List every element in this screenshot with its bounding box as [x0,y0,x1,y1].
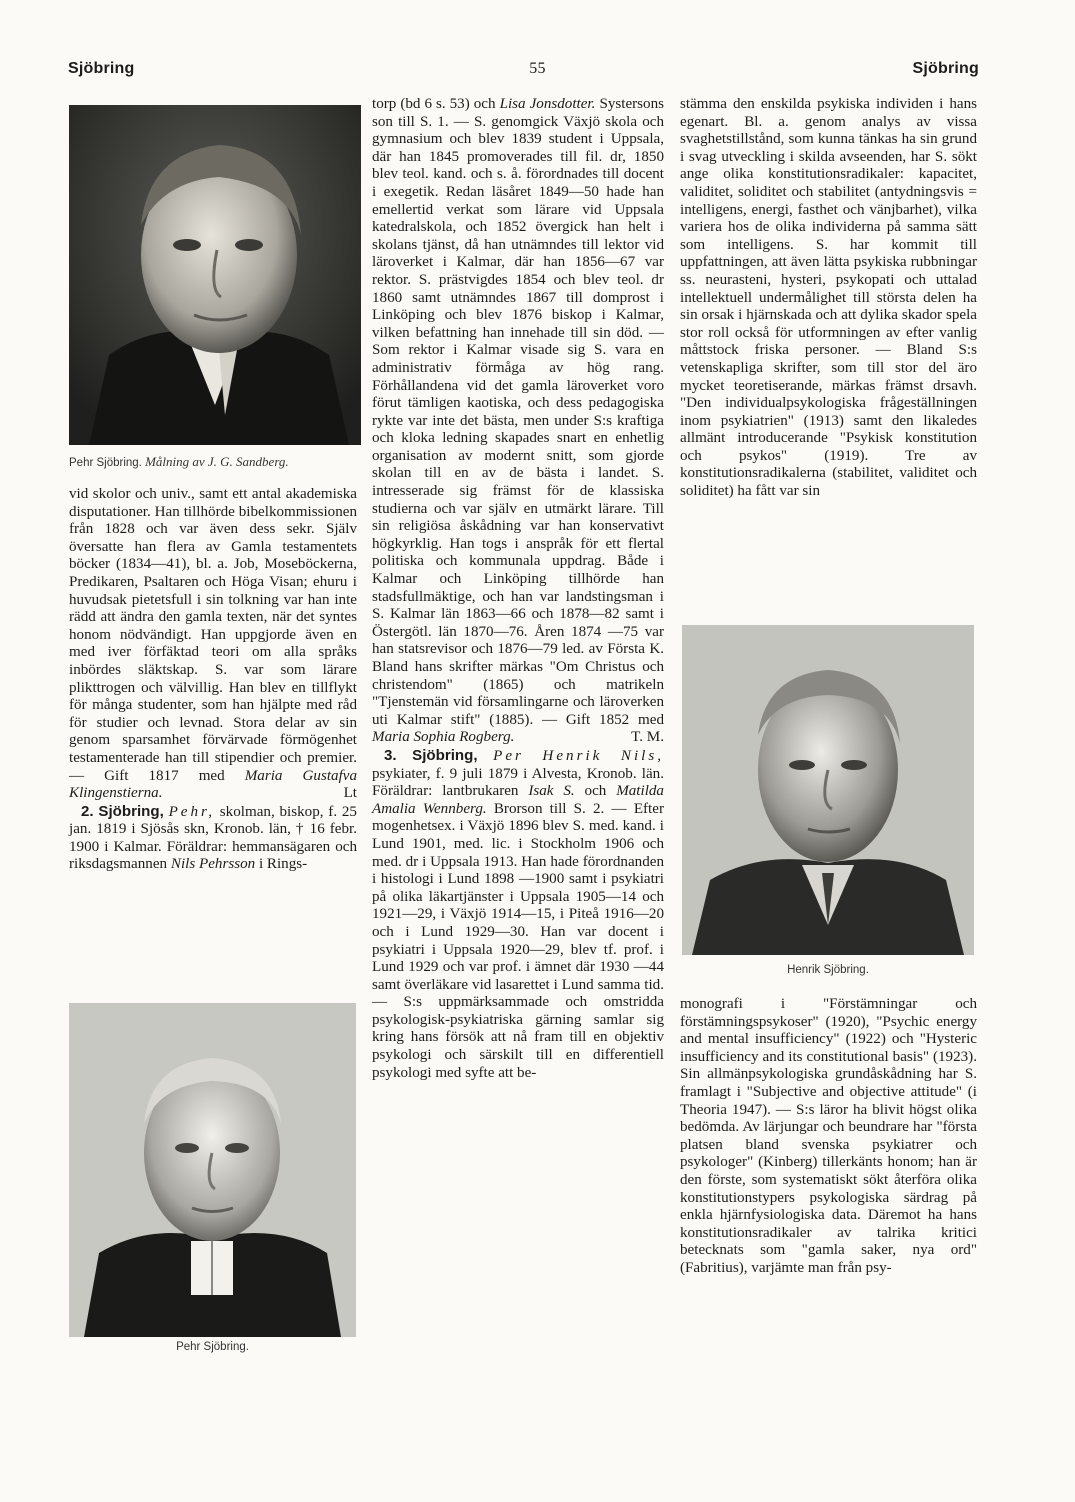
column-2 [372,96,664,1082]
entry-3-number: 3. [384,746,397,764]
entry-2-text-b: i Rings- [258,856,308,873]
entry-3-mother: Matilda Amalia Wennberg. [372,783,664,817]
running-head-right: Sjöbring [912,60,979,77]
col2-wife-name: Maria Sophia Rogberg. [372,729,515,746]
page-number: 55 [529,60,546,77]
entry-2 [69,803,357,874]
caption-name: Pehr Sjöbring. [69,457,142,469]
entry-3-surname: Sjöbring, [412,746,478,764]
entry-2-surname: Sjöbring, [98,802,164,820]
entry-2-given-name: Pehr, [168,803,216,820]
col2-text-b: Systersons son till S. 1. — S. genomgick Växjö skola och gymnasium och blev 1839 student i Uppsala, där han 1845 promoverades till fil. dr, 1850 blev teol. kand. och s. å. förordnades till docent i exegetik. Redan läsåret 1849—50 hade han emellertid verkat som lärare vid Uppsala katedralskola, och 1852 övergick han helt i skolans tjänst, då han utnämndes till lektor vid läroverket i Kalmar, där han 1856—67 var rektor. S. prästvigdes 1854 och blev teol. dr 1860 samt utnämndes 1867 till domprost i Linköping och blev 1876 biskop i Kalmar, vilken befattning han innehade till sin död. — Som rektor i Kalmar visade sig S. vara en administrativ förmåga av hög rang. Förhållandena vid det gamla läroverket voro förut tämligen kaotiska, och dess pedagogiska rykte var inte det bästa, men under S:s kraftiga och kloka ledning skapades snart en enhetlig organisation av modernt snitt, som gjorde skolan till en av de bästa i landet. S. intresserade sig främst för de klassiska studierna och var själv en utmärkt lärare. Till sin religiösa åskådning var han konservativt högkyrklig. Han togs i anspråk för ett flertal politiska och kommunala uppdrag. Både i Kalmar och Linköping tillhörde han stadsfullmäktige, och han var landstingsman i S. Kalmar län 1863—66 och 1878—82 samt i Östergötl. län 1870—76. Åren 1874 —75 var han statsrevisor och 1876—79 led. av Första K. Bland hans skrifter märkas "Om Christus och christendom" (1865) och matrikeln "Tjenstemän vid församlingarne och läroverken uti Kalmar stift" (1885). — Gift 1852 med [372,96,665,728]
signature-tm: T. M. [631,729,664,746]
entry-3-father: Isak S. [528,783,575,800]
signature-lt: Lt [343,785,357,802]
portrait-photo-henrik-sjobring [682,625,974,955]
col1-wife-name: Maria Gustafva Klingenstierna. [69,767,358,802]
col3-text: stämma den enskilda psykiska individen i hans egenart. Bl. a. genom analys av vissa svaghetstillstånd, som kunna tänkas ha sin grund i svag utveckling i skilda avseenden, har S. sökt ange olika konstitutionsradikaler: kapacitet, validitet, soliditet och stabilitet (antydningsvis = intelligens, energi, fasthet och vänjbarhet), vilka variera hos de olika individerna på samma sätt som intelligens. S. har kommit till uppfattningen, att även lätta psykiska rubbningar ss. neurasteni, hysteri, psykopati och uttalad intellektuell undermålighet till största delen ha sin orsak i hjärnskada och att dylika skador spela stor roll också för utformningen av efter vanlig måttstock friska personer. — Bland S:s vetenskapliga skrifter, som till stor del äro mycket teoretiserande, märkas främst drsavh. "Den individualpsykologiska frågeställningen inom psykiatrien" (1913) samt den likaledes allmänt introducerande "Psykisk konstitution och psykos" (1919). Tre av konstitutionsradikalerna (stabilitet, validitet och soliditet) ha fått var sin [680,96,977,500]
entry-3-text-b: Brorson till S. 2. — Efter mogenhetsex. i Växjö 1896 blev S. med. kand. i Lund 1901, med. lic. i Stockholm 1906 och med. dr i Uppsala 1913. Han hade förordnanden i histologi i Lund 1898 —1900 samt i psykiatri på olika läkartjänster i Uppsala 1905—14 och 1921—29, i Växjö 1914—15, i Piteå 1916—20 och i Lund 1929—30. Han var docent i psykiatri i Uppsala 1920—29, blev tf. prof. i Lund 1929 och var prof. i ämnet där 1930 —44 samt överläkare vid lasarettet i Lund samma tid. — S:s uppmärksammade och omstridda psykologisk-psykiatriska gärning samlar sig kring hans försök att nå fram till en objektiv psykologi och särskilt till en differentiell psykologi med syfte att be- [372,800,664,1081]
column-3-top [680,96,977,501]
caption-credit: Målning av J. G. Sandberg. [145,454,289,469]
entry-2-number: 2. [81,802,94,820]
col1-text: vid skolor och univ., samt ett antal akademiska disputationer. Han tillhörde bibelkommissionen från 1828 och var även dess sekr. Själv översatte han flera av Gamla testamentets böcker (1834—41), bl. a. Job, Moseböckerna, Predikaren, Psaltaren och Höga Visan; ehuru i huvudsak pietetsfull i sin tolkning var han inte rädd att ändra den gamla texten, när det syntes honom nödvändigt. Han uppgjorde även en med iver förfäktad teori om alla språks inbördes släktskap. S. var som lärare plikttrogen och välvillig. Han blev en tillflykt för många studenter, som han hjälpte med råd för studier och levnad. Stora delar av sin genom sparsamhet förvärvade förmögenhet testamenterade han till stipendier och premier. — Gift 1817 med [69,486,357,784]
column-3-bottom [680,996,977,1278]
entry-3-given-name: Per Henrik Nils, [493,747,664,764]
portrait-painting-pehr-sjobring [69,105,361,445]
col2-mother-name: Lisa Jonsdotter. [499,96,596,112]
col3b-text: monografi i "Förstämningar och förstämningspsykoser" (1920), "Psychic energy and mental insufficiency" (1922) och "Hysteric insufficiency and its constitutional basis" (1923). Sin allmänpsykologiska grundåskådning har S. framlagt i "Subjective and objective attitude" (i Theoria 1947). — S:s läror ha blivit högst olika bedömda. Av lärjungar och beundrare har "första platsen bland svenska psykiatrer och psykologer" (Kinberg) tillerkänts honom; han är den förste, som systematiskt sökt återföra olika konstitutionstypers psykologiska särdrag på enkla hjärnfysiologiska data. Däremot ha hans konstitutionsradikaler av talrika kritici betecknats som "gamla saker, nya ord" (Fabritius), varjämte man från psy- [680,996,977,1276]
column-1 [69,486,357,874]
entry-3-text-a: psykiater, f. 9 juli 1879 i Alvesta, Kronob. län. Föräldrar: lantbrukaren [372,765,664,800]
portrait-1-caption [69,454,361,470]
col2-text-a: torp (bd 6 s. 53) och [372,96,496,112]
entry-2-text-a: skolman, biskop, f. 25 jan. 1819 i Sjösås skn, Kronob. län, † 16 febr. 1900 i Kalmar. Föräldrar: hemmansägaren och riksdagsmannen [69,803,357,873]
entry-3-and: och [584,783,607,800]
portrait-photo-pehr-sjobring [69,1003,356,1337]
entry-3 [372,747,664,1082]
portrait-2-caption: Pehr Sjöbring. [176,1341,249,1353]
entry-2-father: Nils Pehrsson [170,856,256,873]
running-head-left: Sjöbring [68,60,135,77]
portrait-3-caption: Henrik Sjöbring. [787,964,869,976]
